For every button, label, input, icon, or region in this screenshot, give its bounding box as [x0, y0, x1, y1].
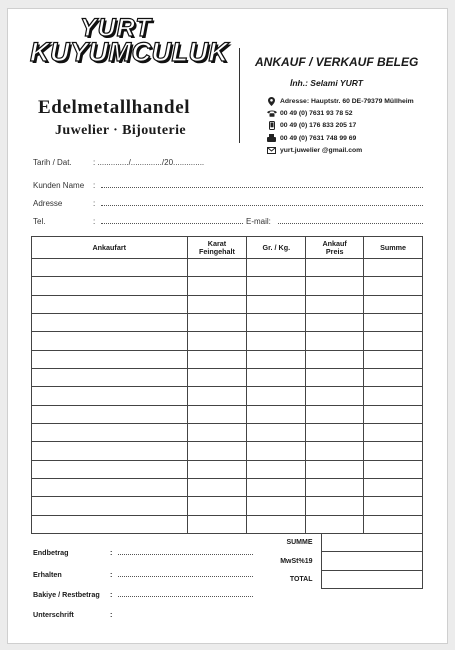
cell-ankaufart[interactable] — [32, 479, 188, 497]
address-field[interactable]: Adresse : — [33, 198, 423, 208]
cell-ankaufart[interactable] — [32, 424, 188, 442]
cell-preis[interactable] — [306, 497, 364, 515]
date-label: Tarih / Dat. — [33, 158, 72, 167]
cell-gramm[interactable] — [247, 497, 306, 515]
total-label: TOTAL — [263, 570, 321, 588]
cell-preis[interactable] — [306, 332, 364, 350]
contact-address — [263, 95, 414, 107]
header-divider — [239, 48, 240, 143]
fax-icon — [263, 134, 280, 142]
cell-preis[interactable] — [306, 314, 364, 332]
table-row — [32, 369, 423, 387]
tagline-edelmetallhandel: Edelmetallhandel — [38, 97, 191, 118]
cell-preis[interactable] — [306, 295, 364, 313]
cell-summe[interactable] — [364, 259, 423, 277]
totals-row-mwst — [263, 552, 423, 570]
date-value: : ............../............../20.............. — [93, 158, 205, 167]
cell-preis[interactable] — [306, 350, 364, 368]
cell-preis[interactable] — [306, 405, 364, 423]
cell-ankaufart[interactable] — [32, 405, 188, 423]
owner-name: İnh.: Selami YURT — [290, 78, 363, 88]
table-row — [32, 387, 423, 405]
cell-ankaufart[interactable] — [32, 295, 188, 313]
contact-mobile-text: 00 49 (0) 176 833 205 17 — [280, 122, 357, 130]
cell-karat[interactable] — [187, 387, 247, 405]
cell-summe[interactable] — [364, 460, 423, 478]
cell-preis[interactable] — [306, 369, 364, 387]
contact-phone-text: 00 49 (0) 7631 93 78 52 — [280, 110, 353, 118]
cell-summe[interactable] — [364, 295, 423, 313]
cell-karat[interactable] — [187, 479, 247, 497]
cell-ankaufart[interactable] — [32, 442, 188, 460]
cell-gramm[interactable] — [247, 479, 306, 497]
mwst-cell[interactable] — [321, 552, 423, 570]
col-gramm: Gr. / Kg. — [247, 237, 306, 259]
table-row — [32, 259, 423, 277]
cell-summe[interactable] — [364, 350, 423, 368]
cell-preis[interactable] — [306, 387, 364, 405]
cell-preis[interactable] — [306, 479, 364, 497]
contact-address-text: Adresse: Hauptstr. 60 DE-79379 Müllheim — [280, 97, 414, 105]
mwst-label: MwSt%19 — [263, 552, 321, 570]
tel-label: Tel. — [33, 217, 46, 226]
cell-preis[interactable] — [306, 515, 364, 533]
cell-ankaufart[interactable] — [32, 332, 188, 350]
customer-name-field[interactable]: Kunden Name : — [33, 180, 423, 190]
summe-label: SUMME — [263, 534, 321, 552]
totals-row-total — [263, 570, 423, 588]
cell-summe[interactable] — [364, 332, 423, 350]
cell-summe[interactable] — [364, 515, 423, 533]
table-row — [32, 405, 423, 423]
cell-gramm[interactable] — [247, 424, 306, 442]
cell-gramm[interactable] — [247, 405, 306, 423]
address-line — [101, 198, 423, 206]
table-row — [32, 350, 423, 368]
cell-karat[interactable] — [187, 314, 247, 332]
cell-summe[interactable] — [364, 314, 423, 332]
cell-ankaufart[interactable] — [32, 497, 188, 515]
summe-cell[interactable] — [321, 534, 423, 552]
cell-karat[interactable] — [187, 350, 247, 368]
mobile-phone-icon — [263, 121, 280, 130]
tagline-juwelier: Juwelier · Bijouterie — [55, 123, 187, 138]
table-row — [32, 479, 423, 497]
cell-gramm[interactable] — [247, 295, 306, 313]
cell-gramm[interactable] — [247, 314, 306, 332]
cell-gramm[interactable] — [247, 350, 306, 368]
endbetrag-line — [118, 547, 253, 555]
contact-phone — [263, 107, 414, 119]
total-cell[interactable] — [321, 570, 423, 588]
col-preis: Ankauf Preis — [306, 237, 364, 259]
cell-preis[interactable] — [306, 460, 364, 478]
cell-summe[interactable] — [364, 369, 423, 387]
cell-preis[interactable] — [306, 442, 364, 460]
purchase-table — [31, 236, 423, 534]
cell-karat[interactable] — [187, 332, 247, 350]
cell-gramm[interactable] — [247, 387, 306, 405]
cell-karat[interactable] — [187, 295, 247, 313]
cell-gramm[interactable] — [247, 442, 306, 460]
cell-ankaufart[interactable] — [32, 350, 188, 368]
table-row — [32, 295, 423, 313]
col-summe: Summe — [364, 237, 423, 259]
cell-preis[interactable] — [306, 277, 364, 295]
cell-summe[interactable] — [364, 387, 423, 405]
cell-ankaufart[interactable] — [32, 259, 188, 277]
cell-ankaufart[interactable] — [32, 314, 188, 332]
cell-gramm[interactable] — [247, 259, 306, 277]
bakiye-field[interactable]: Bakiye / Restbetrag : — [33, 589, 253, 599]
contact-fax-text: 00 49 (0) 7631 748 99 69 — [280, 134, 357, 142]
table-header-row — [32, 237, 423, 259]
contact-block — [263, 95, 414, 157]
document-title: ANKAUF / VERKAUF BELEG — [255, 55, 419, 69]
cell-ankaufart[interactable] — [32, 515, 188, 533]
table-row — [32, 442, 423, 460]
contact-mobile — [263, 120, 414, 132]
cell-ankaufart[interactable] — [32, 387, 188, 405]
contact-fax — [263, 132, 414, 144]
cell-karat[interactable] — [187, 497, 247, 515]
cell-karat[interactable] — [187, 442, 247, 460]
email-icon — [263, 147, 280, 154]
cell-summe[interactable] — [364, 424, 423, 442]
table-row — [32, 314, 423, 332]
cell-karat[interactable] — [187, 424, 247, 442]
cell-gramm[interactable] — [247, 515, 306, 533]
cell-gramm[interactable] — [247, 369, 306, 387]
erhalten-line — [118, 569, 253, 577]
email-label: E-mail: — [246, 217, 271, 226]
cell-karat[interactable] — [187, 277, 247, 295]
cell-gramm[interactable] — [247, 460, 306, 478]
cell-gramm[interactable] — [247, 332, 306, 350]
email-line — [278, 216, 423, 224]
cell-karat[interactable] — [187, 515, 247, 533]
date-field[interactable] — [33, 158, 204, 167]
table-row — [32, 424, 423, 442]
contact-email-text: yurt.juwelier @gmail.com — [280, 147, 363, 155]
cell-summe[interactable] — [364, 479, 423, 497]
location-pin-icon — [263, 97, 280, 106]
tel-line — [101, 216, 243, 224]
tel-field[interactable]: Tel. : — [33, 216, 243, 226]
endbetrag-field[interactable]: Endbetrag : — [33, 547, 253, 557]
cell-karat[interactable] — [187, 405, 247, 423]
cell-preis[interactable] — [306, 424, 364, 442]
telephone-icon — [263, 110, 280, 117]
table-row — [32, 497, 423, 515]
erhalten-label: Erhalten — [33, 570, 62, 579]
address-label: Adresse — [33, 199, 63, 208]
cell-ankaufart[interactable] — [32, 460, 188, 478]
erhalten-field[interactable]: Erhalten : — [33, 569, 253, 579]
cell-preis[interactable] — [306, 259, 364, 277]
cell-ankaufart[interactable] — [32, 277, 188, 295]
table-row — [32, 515, 423, 533]
logo-kuyumculuk: KUYUMCULUK — [30, 37, 229, 67]
cell-gramm[interactable] — [247, 277, 306, 295]
unterschrift-field[interactable]: Unterschrift : — [33, 610, 113, 619]
bakiye-line — [118, 589, 253, 597]
table-row — [32, 460, 423, 478]
unterschrift-label: Unterschrift — [33, 610, 74, 619]
cell-ankaufart[interactable] — [32, 369, 188, 387]
customer-name-line — [101, 180, 423, 188]
logo-yurt: YURT — [80, 14, 152, 42]
cell-summe[interactable] — [364, 442, 423, 460]
cell-summe[interactable] — [364, 277, 423, 295]
bakiye-label: Bakiye / Restbetrag — [33, 590, 100, 599]
cell-karat[interactable] — [187, 369, 247, 387]
cell-karat[interactable] — [187, 460, 247, 478]
cell-summe[interactable] — [364, 497, 423, 515]
customer-name-label: Kunden Name — [33, 181, 85, 190]
totals-table — [263, 533, 423, 589]
email-field[interactable] — [246, 216, 423, 226]
contact-email — [263, 145, 414, 157]
col-karat: Karat Feingehalt — [187, 237, 247, 259]
table-row — [32, 277, 423, 295]
totals-row-summe — [263, 534, 423, 552]
table-row — [32, 332, 423, 350]
cell-summe[interactable] — [364, 405, 423, 423]
col-ankaufart: Ankaufart — [32, 237, 188, 259]
endbetrag-label: Endbetrag — [33, 548, 69, 557]
cell-karat[interactable] — [187, 259, 247, 277]
